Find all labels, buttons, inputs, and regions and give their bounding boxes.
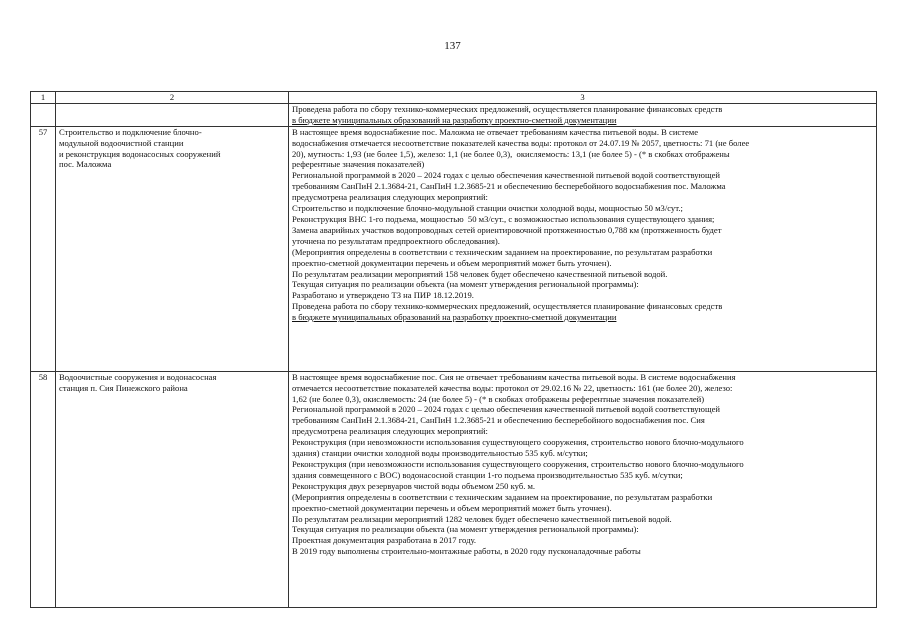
- text-line: Реконструкция (при невозможности использования существующего сооружения, строительство нового блочно-модульного: [292, 458, 744, 469]
- text-line: Реконструкция двух резервуаров чистой воды объемом 250 куб. м.: [292, 480, 536, 491]
- table-row-58: [31, 371, 877, 607]
- row-number: 58: [31, 371, 56, 607]
- text-line: Реконструкция ВНС 1-го подъема, мощностью 50 м3/сут., с возможностью использования существующего здания;: [292, 213, 715, 224]
- text-line: 20), мутность: 1,93 (не более 1,5), железо: 1,1 (не более 0,3), окисляемость: 13,1 (не более 5) - (* в скобках отображены: [292, 148, 730, 159]
- column-number-3: 3: [289, 92, 877, 104]
- text-line: проектно-сметной документации перечень и объем мероприятий может быть уточнен).: [292, 502, 612, 513]
- object-name-line: Строительство и подключение блочно-: [59, 126, 202, 137]
- text-line: в бюджете муниципальных образований на разработку проектно-сметной документации: [292, 114, 617, 125]
- table-header-row: [31, 92, 877, 104]
- row-number: 57: [31, 126, 56, 371]
- object-name-line: и реконструкция водонасосных сооружений: [59, 148, 221, 159]
- text-line: требованиям СанПиН 2.1.3684-21, СанПиН 1.2.3685-21 и обеспечению бесперебойного водоснабжения пос. Сия: [292, 415, 705, 426]
- continuation-row: [31, 103, 877, 126]
- text-line: 1,62 (не более 0,3), окисляемость: 24 (не более 5) - (* в скобках отображены референтные значения показателей): [292, 393, 705, 404]
- object-name-line: Водоочистные сооружения и водонасосная: [59, 371, 217, 382]
- text-line: В настоящее время водоснабжение пос. Сия не отвечает требованиям качества питьевой воды. В системе водоснабжения: [292, 371, 736, 382]
- text-line: Региональной программой в 2020 – 2024 годах с целью обеспечения качественной питьевой водой соответствующей: [292, 170, 720, 181]
- text-line: Текущая ситуация по реализации объекта (на момент утверждения региональной программы):: [292, 524, 639, 535]
- text-line: проектно-сметной документации перечень и объем мероприятий может быть уточнен).: [292, 257, 612, 268]
- text-line: водоснабжения отмечается несоответствие показателей качества воды: протокол от 24.07.19 № 2057, цветность: 71 (не более: [292, 137, 750, 148]
- column-number-1: 1: [31, 92, 56, 104]
- object-name-cell: [56, 126, 289, 371]
- page-number: 137: [444, 40, 461, 52]
- table-row-57: [31, 126, 877, 371]
- continuation-description-cell: [289, 103, 877, 126]
- text-line: По результатам реализации мероприятий 1282 человек будет обеспечено качественной питьевой водой.: [292, 513, 672, 524]
- object-name-line: пос. Маложма: [59, 159, 112, 170]
- text-line: требованиям СанПиН 2.1.3684-21, СанПиН 1.2.3685-21 и обеспечению бесперебойного водоснабжения пос. Маложма: [292, 181, 726, 192]
- text-line: Проведена работа по сбору технико-коммерческих предложений, осуществляется планирование финансовых средств: [292, 103, 723, 114]
- text-line: Текущая ситуация по реализации объекта (на момент утверждения региональной программы):: [292, 279, 639, 290]
- text-line: здания) станции очистки холодной воды производительностью 535 куб. м/сутки;: [292, 448, 588, 459]
- text-line: здания совмещенного с ВОС) водонасосной станции 1-го подъема производительностью 535 куб. м/сутки;: [292, 469, 683, 480]
- continuation-number-cell: [31, 103, 56, 126]
- text-line: уточнена по результатам предпроектного обследования).: [292, 235, 500, 246]
- text-line: Проектная документация разработана в 2017 году.: [292, 535, 477, 546]
- text-line: Региональной программой в 2020 – 2024 годах с целью обеспечения качественной питьевой водой соответствующей: [292, 404, 720, 415]
- description-cell: [289, 126, 877, 371]
- text-line: предусмотрена реализация следующих мероприятий:: [292, 426, 488, 437]
- column-number-2: 2: [56, 92, 289, 104]
- text-line: в бюджете муниципальных образований на разработку проектно-сметной документации: [292, 312, 617, 323]
- object-name-line: станция п. Сия Пинежского района: [59, 382, 188, 393]
- text-line: По результатам реализации мероприятий 158 человек будет обеспечено качественной питьевой водой.: [292, 268, 668, 279]
- text-line: предусмотрена реализация следующих мероприятий:: [292, 192, 488, 203]
- text-line: отмечается несоответствие показателей качества воды: протокол от 29.02.16 № 22, цветность: 161 (не более 20), железо:: [292, 382, 733, 393]
- text-line: (Мероприятия определены в соответствии с техническим заданием на проектирование, по результатам разработки: [292, 491, 713, 502]
- measures-table: [30, 91, 877, 608]
- object-name-cell: [56, 371, 289, 607]
- text-line: Строительство и подключение блочно-модульной станции очистки холодной воды, мощностью 50 м3/сут.;: [292, 203, 683, 214]
- text-line: Замена аварийных участков водопроводных сетей ориентировочной протяженностью 0,788 км (протяженность будет: [292, 224, 722, 235]
- text-line: референтные значения показателей): [292, 159, 425, 170]
- description-cell: [289, 371, 877, 607]
- text-line: Реконструкция (при невозможности использования существующего сооружения, строительство нового блочно-модульного: [292, 437, 744, 448]
- text-line: Проведена работа по сбору технико-коммерческих предложений, осуществляется планирование финансовых средств: [292, 301, 723, 312]
- text-line: В настоящее время водоснабжение пос. Маложма не отвечает требованиям качества питьевой воды. В системе: [292, 126, 699, 137]
- text-line: Разработано и утверждено ТЗ на ПИР 18.12.2019.: [292, 290, 474, 301]
- object-name-line: модульной водоочистной станции: [59, 137, 184, 148]
- text-line: (Мероприятия определены в соответствии с техническим заданием на проектирование, по результатам разработки: [292, 246, 713, 257]
- continuation-name-cell: [56, 103, 289, 126]
- text-line: В 2019 году выполнены строительно-монтажные работы, в 2020 году пусконаладочные работы: [292, 546, 641, 557]
